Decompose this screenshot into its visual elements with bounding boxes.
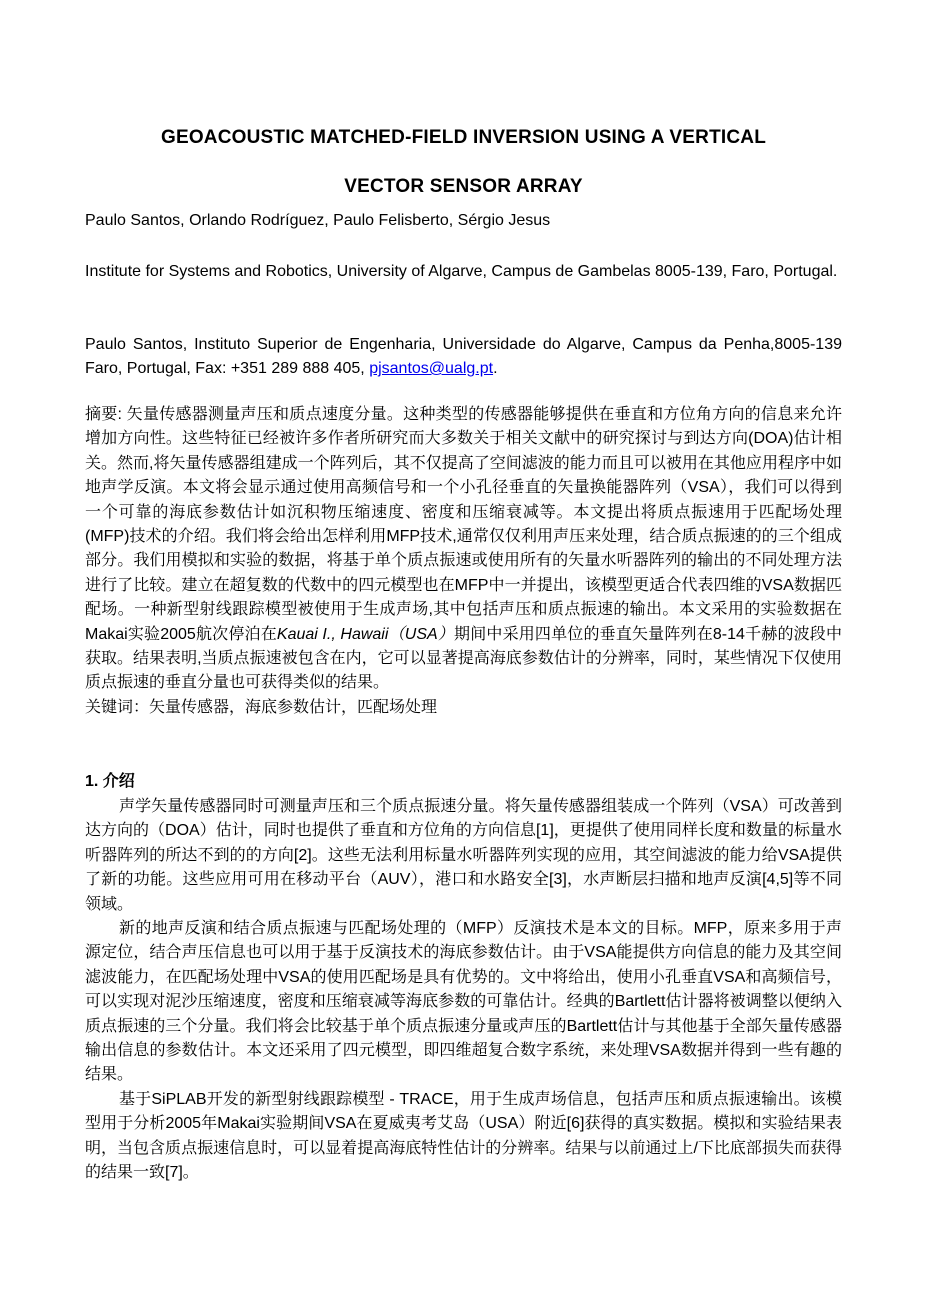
paragraph: 新的地声反演和结合质点振速与匹配场处理的（MFP）反演技术是本文的目标。MFP，原来多用于声源定位，结合声压信息也可以用于基于反演技术的海底参数估计。由于VSA能提供方向信息的能力及其空间滤波能力，在匹配场处理中VSA的使用匹配场是具有优势的。文中将给出，使用小孔垂直VSA和高频信号，可以实现对泥沙压缩速度，密度和压缩衰减等海底参数的可靠估计。经典的Bartlett估计器将被调整以便纳入质点振速的三个分量。我们将会比较基于单个质点振速分量或声压的Bartlett估计与其他基于全部矢量传感器输出信息的参数估计。本文还采用了四元模型，即四维超复合数字系统，来处理VSA数据并得到一些有趣的结果。 <box>85 920 842 1084</box>
abstract <box>85 403 842 720</box>
abstract-text-2: 期间中采用四单位的垂直矢量阵列在8-14千赫的波段中获取。结果表明,当质点振速被包含在内，它可以显著提高海底参数估计的分辨率，同时，某些情况下仅使用质点振速的垂直分量也可获得类似的结果。 <box>85 625 842 692</box>
affiliation-2-suffix: . <box>493 360 498 377</box>
paragraph: 声学矢量传感器同时可测量声压和三个质点振速分量。将矢量传感器组装成一个阵列（VSA）可改善到达方向的（DOA）估计，同时也提供了垂直和方位角的方向信息[1]，更提供了使用同样长度和数量的标量水听器阵列的所达不到的的方向[2]。这些无法利用标量水听器阵列实现的应用，其空间滤波的能力给VSA提供了新的功能。这些应用可用在移动平台（AUV），港口和水路安全[3]，水声断层扫描和地声反演[4,5]等不同领域。 <box>85 798 842 913</box>
section-heading-introduction: 1. 介绍 <box>85 773 135 790</box>
paragraph: 基于SiPLAB开发的新型射线跟踪模型 - TRACE，用于生成声场信息，包括声压和质点振速输出。该模型用于分析2005年Makai实验期间VSA在夏威夷考艾岛（USA）附近[6]获得的真实数据。模拟和实验结果表明，当包含质点振速信息时，可以显着提高海底特性估计的分辨率。结果与以前通过上/下比底部损失而获得的结果一致[7]。 <box>85 1090 842 1182</box>
affiliation-2-text: Paulo Santos, Instituto Superior de Engenharia, Universidade do Algarve, Campus da Penha,8005-139 Faro, Portugal, Fax: +351 289 888 405, <box>85 336 842 377</box>
abstract-location: Kauai I., Hawaii（USA） <box>276 625 455 643</box>
paper-title-line2: VECTOR SENSOR ARRAY <box>344 176 583 197</box>
affiliation-2 <box>85 333 842 381</box>
abstract-text-1: 摘要: 矢量传感器测量声压和质点速度分量。这种类型的传感器能够提供在垂直和方位角方向的信息来允许增加方向性。这些特征已经被许多作者所研究而大多数关于相关文献中的研究探讨与到达方向(DOA)估计相关。然而,将矢量传感器组建成一个阵列后，其不仅提高了空间滤波的能力而且可以被用在其他应用程序中如地声学反演。本文将会显示通过使用高频信号和一个小孔径垂直的矢量换能器阵列（VSA），我们可以得到一个可靠的海底参数估计如沉积物压缩速度、密度和压缩衰减等。本文提出将质点振速用于匹配场处理(MFP)技术的介绍。我们将会给出怎样利用MFP技术,通常仅仅利用声压来处理，结合质点振速的的三个组成部分。我们用模拟和实验的数据，将基于单个质点振速或使用所有的矢量水听器阵列的输出的不同处理方法进行了比较。建立在超复数的代数中的四元模型也在MFP中一并提出，该模型更适合代表四维的VSA数据匹配场。一种新型射线跟踪模型被使用于生成声场,其中包括声压和质点振速的输出。本文采用的实验数据在Makai实验2005航次停泊在 <box>85 406 842 643</box>
author-list: Paulo Santos, Orlando Rodríguez, Paulo Felisberto, Sérgio Jesus <box>85 212 551 229</box>
paper-title-line1: GEOACOUSTIC MATCHED-FIELD INVERSION USING A VERTICAL <box>160 127 767 148</box>
section-body-introduction <box>85 795 842 1186</box>
keywords: 关键词：矢量传感器，海底参数估计，匹配场处理 <box>85 698 438 716</box>
email-link[interactable]: pjsantos@ualg.pt <box>369 360 494 377</box>
affiliation-1: Institute for Systems and Robotics, University of Algarve, Campus de Gambelas 8005-139, Faro, Portugal. <box>85 263 838 280</box>
